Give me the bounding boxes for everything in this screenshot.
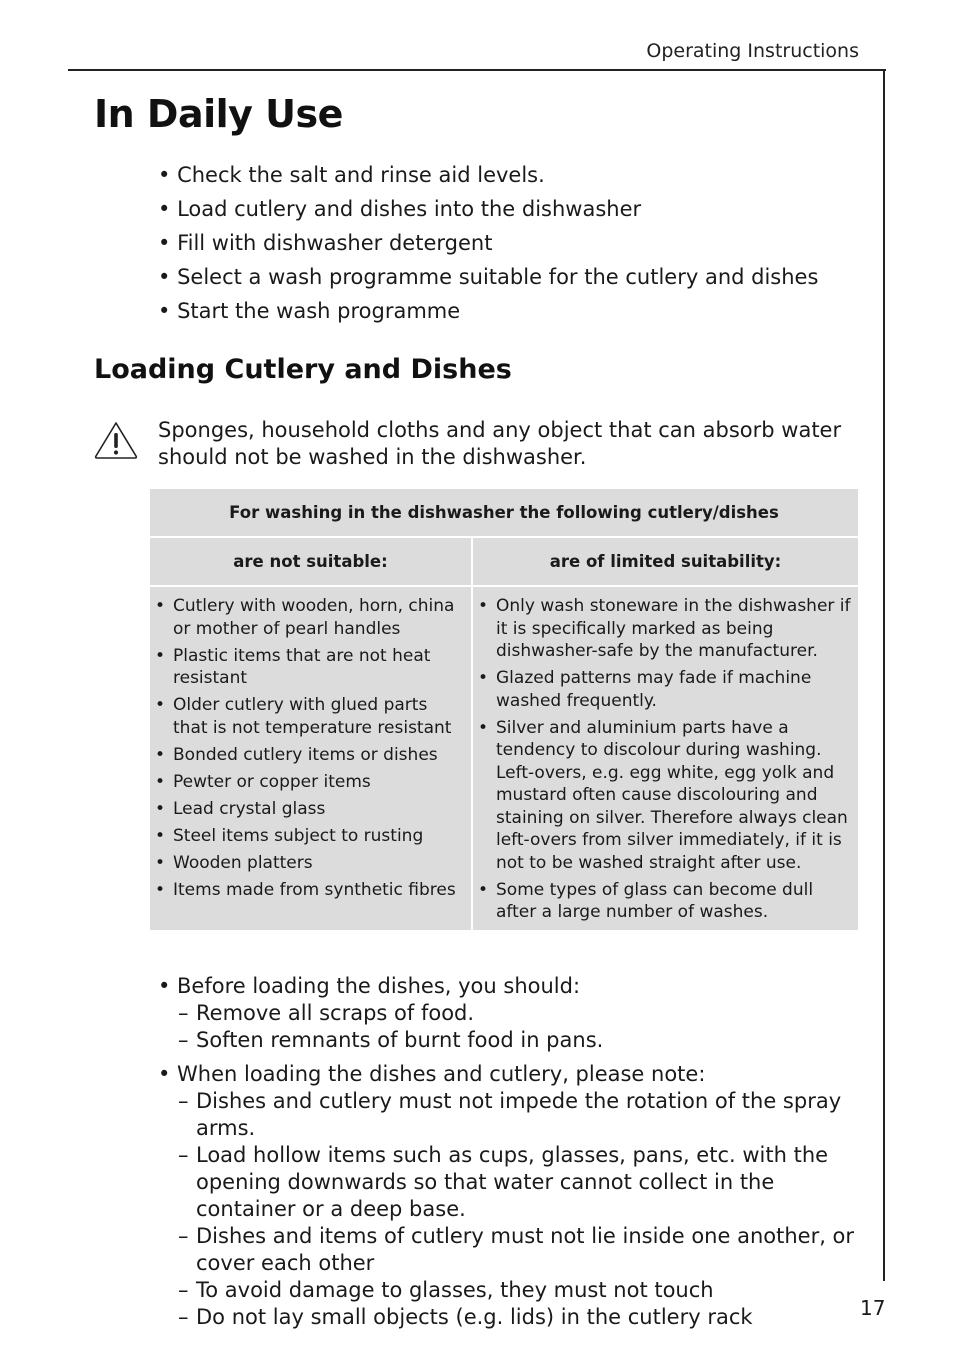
list-item: • Some types of glass can become dull after a large number of washes. — [478, 879, 852, 924]
list-item: • Cutlery with wooden, horn, china or mother of pearl handles — [155, 595, 465, 640]
when-loading-item: – Dishes and cutlery must not impede the rotation of the spray arms. — [158, 1088, 858, 1142]
section-title: Loading Cutlery and Dishes — [94, 354, 512, 385]
list-item: • Glazed patterns may fade if machine washed frequently. — [478, 667, 852, 712]
list-item: • Steel items subject to rusting — [155, 825, 465, 848]
intro-steps-list — [158, 158, 818, 328]
list-item: • Lead crystal glass — [155, 798, 465, 821]
when-loading-item: – To avoid damage to glasses, they must not touch — [158, 1277, 858, 1304]
when-loading-block — [158, 1061, 858, 1331]
not-suitable-cell — [150, 587, 471, 930]
list-item: • Only wash stoneware in the dishwasher if it is specifically marked as being dishwasher-safe by the manufacturer. — [478, 595, 852, 663]
intro-step: • Load cutlery and dishes into the dishwasher — [158, 192, 818, 226]
table-caption: For washing in the dishwasher the following cutlery/dishes — [150, 489, 858, 536]
list-item: • Bonded cutlery items or dishes — [155, 744, 465, 767]
when-loading-item: – Dishes and items of cutlery must not lie inside one another, or cover each other — [158, 1223, 858, 1277]
side-rule — [883, 69, 885, 1281]
before-loading-lead: • Before loading the dishes, you should: — [158, 973, 858, 1000]
page-number: 17 — [860, 1296, 886, 1320]
intro-step: • Fill with dishwasher detergent — [158, 226, 818, 260]
before-loading-block — [158, 973, 858, 1054]
limited-list — [478, 595, 852, 924]
warning-text: Sponges, household cloths and any object that can absorb water should not be washed in the dishwasher. — [158, 418, 842, 469]
list-item: • Plastic items that are not heat resistant — [155, 645, 465, 690]
intro-step: • Start the wash programme — [158, 294, 818, 328]
when-loading-item: – Do not lay small objects (e.g. lids) in the cutlery rack — [158, 1304, 858, 1331]
before-loading-item: – Soften remnants of burnt food in pans. — [158, 1027, 858, 1054]
intro-step: • Select a wash programme suitable for the cutlery and dishes — [158, 260, 818, 294]
header-rule — [68, 69, 886, 71]
suitability-table — [150, 489, 858, 930]
list-item: • Silver and aluminium parts have a tendency to discolour during washing. Left-overs, e.g. egg white, egg yolk and mustard often cause discolouring and staining on silver. Therefore always clean left-overs from silver immediately, if it is not to be washed straight after use. — [478, 717, 852, 875]
when-loading-item: – Load hollow items such as cups, glasses, pans, etc. with the opening downwards so that water cannot collect in the container or a deep base. — [158, 1142, 858, 1223]
when-loading-lead: • When loading the dishes and cutlery, please note: — [158, 1061, 858, 1088]
column-header-not-suitable: are not suitable: — [150, 538, 471, 585]
limited-cell — [473, 587, 858, 930]
list-item: • Items made from synthetic fibres — [155, 879, 465, 902]
intro-step: • Check the salt and rinse aid levels. — [158, 158, 818, 192]
running-header: Operating Instructions — [646, 40, 859, 62]
before-loading-item: – Remove all scraps of food. — [158, 1000, 858, 1027]
list-item: • Older cutlery with glued parts that is not temperature resistant — [155, 694, 465, 739]
list-item: • Wooden platters — [155, 852, 465, 875]
list-item: • Pewter or copper items — [155, 771, 465, 794]
page-title: In Daily Use — [94, 92, 343, 136]
not-suitable-list — [155, 595, 465, 901]
warning-triangle-icon — [93, 420, 139, 460]
column-header-limited: are of limited suitability: — [473, 538, 858, 585]
